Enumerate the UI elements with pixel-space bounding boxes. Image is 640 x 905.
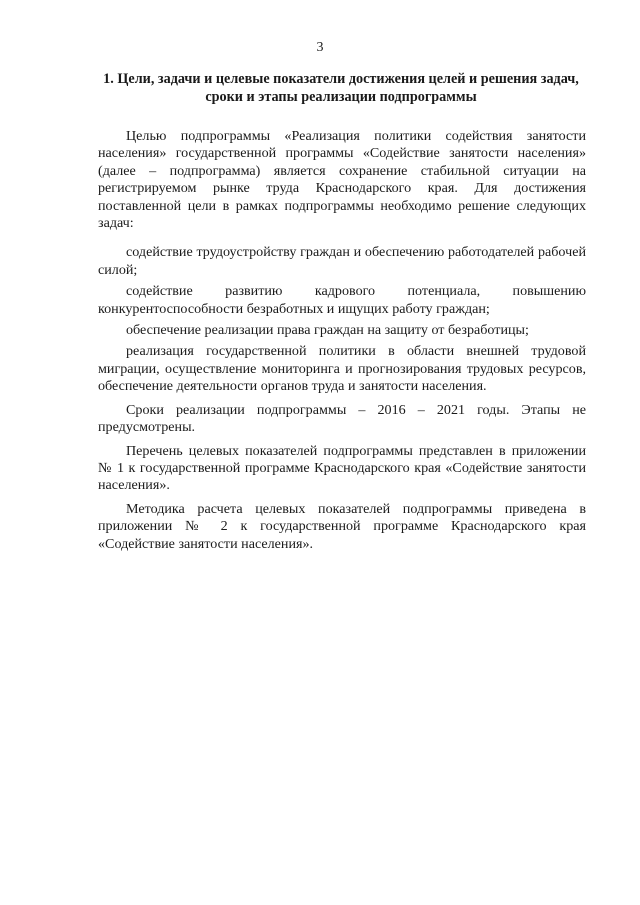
- paragraph-task-personnel: содействие развитию кадрового потенциала, повышению конкурентоспособности безработных и ищущих работу граждан;: [98, 283, 586, 317]
- paragraph-task-migration: реализация государственной политики в области внешней трудовой миграции, осуществление мониторинга и прогнозирования трудовых ресурсов, обеспечение деятельности органов труда и занятости населения.: [98, 343, 586, 395]
- section-title: 1. Цели, задачи и целевые показатели достижения целей и решения задач, сроки и этапы реализации подпрограммы: [103, 71, 579, 105]
- paragraph-task-employment: содействие трудоустройству граждан и обеспечению работодателей рабочей силой;: [98, 244, 586, 278]
- page-number: 3: [316, 40, 324, 55]
- paragraph-terms: Сроки реализации подпрограммы – 2016 – 2021 годы. Этапы не предусмотрены.: [98, 401, 586, 436]
- document-body: [98, 128, 586, 557]
- paragraph-methodology: Методика расчета целевых показателей подпрограммы приведена в приложении № 2 к государственной программе Краснодарского края «Содействие занятости населения».: [98, 500, 586, 552]
- paragraph-indicators-list: Перечень целевых показателей подпрограммы представлен в приложении № 1 к государственной программе Краснодарского края «Содействие занятости населения».: [98, 442, 586, 494]
- paragraph-task-protection: обеспечение реализации права граждан на защиту от безработицы;: [126, 322, 529, 339]
- paragraph-goal: Целью подпрограммы «Реализация политики содействия занятости населения» государственной программы «Содействие занятости населения» (далее – подпрограмма) является сохранение стабильной ситуации на регистрируемом рынке труда Краснодарского края. Для достижения поставленной цели в рамках подпрограммы необходимо решение следующих задач:: [98, 128, 586, 232]
